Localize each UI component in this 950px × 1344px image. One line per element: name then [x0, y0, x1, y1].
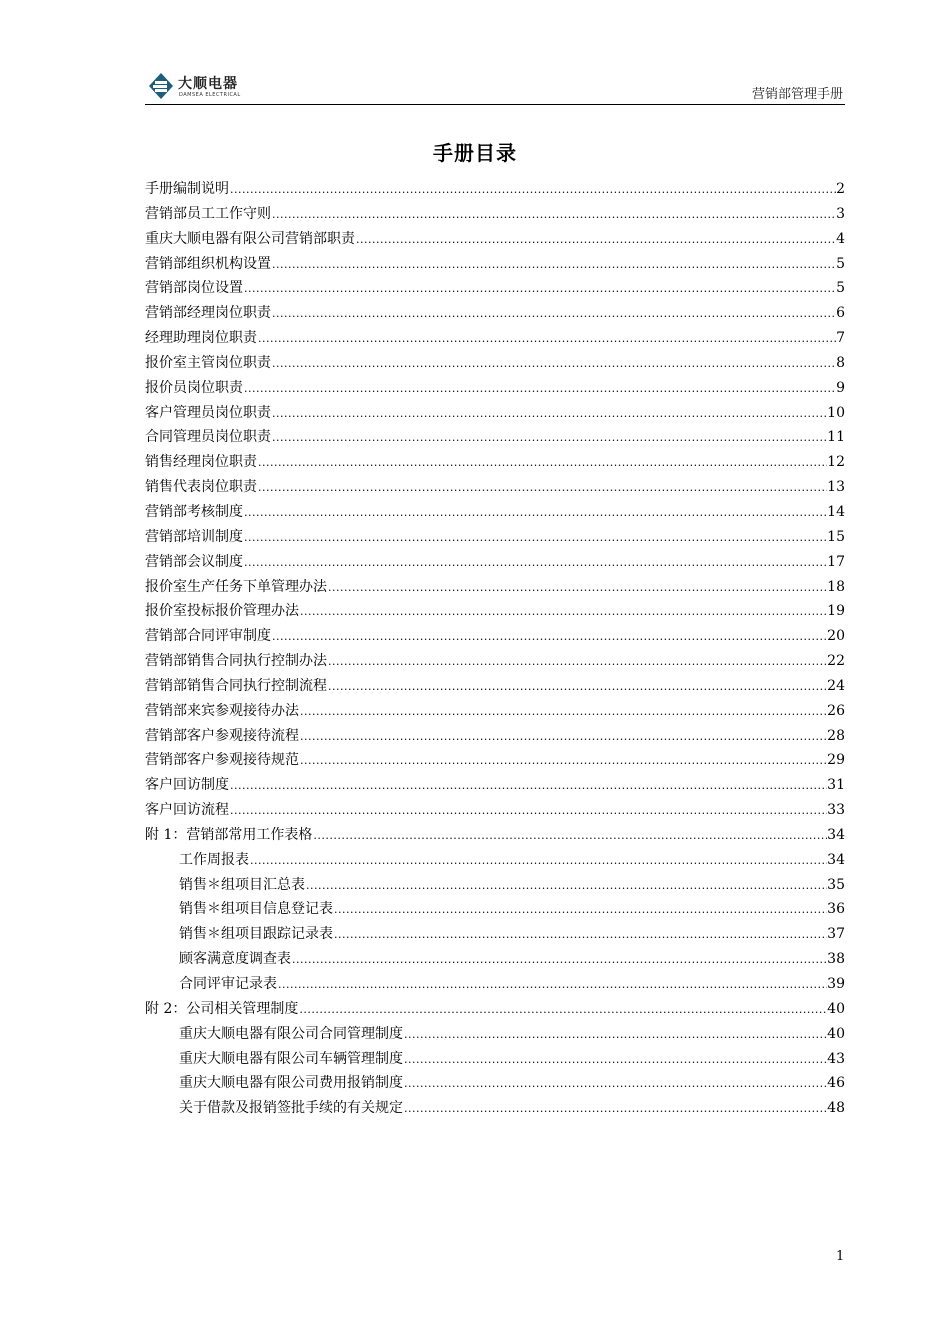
toc-entry-page: 34: [827, 826, 845, 843]
toc-dot-leader: [243, 501, 827, 526]
toc-entry[interactable]: [145, 1096, 845, 1121]
toc-entry-label: 合同管理员岗位职责: [145, 429, 271, 446]
toc-entry[interactable]: [145, 997, 845, 1022]
toc-entry-label: 重庆大顺电器有限公司车辆管理制度: [179, 1050, 403, 1067]
toc-entry[interactable]: [145, 848, 845, 873]
toc-entry-label: 营销部考核制度: [145, 503, 243, 520]
toc-entry-page: 7: [836, 330, 845, 347]
toc-entry[interactable]: [145, 351, 845, 376]
toc-entry-page: 26: [827, 702, 845, 719]
toc-dot-leader: [299, 725, 827, 750]
toc-entry[interactable]: [145, 301, 845, 326]
toc-entry-page: 5: [836, 255, 845, 272]
toc-dot-leader: [312, 824, 827, 849]
toc-title: 手册目录: [433, 141, 517, 165]
toc-dot-leader: [299, 600, 827, 625]
document-header-title: 营销部管理手册: [751, 87, 843, 102]
toc-entry-label: 客户管理员岗位职责: [145, 404, 271, 421]
toc-dot-leader: [257, 476, 827, 501]
toc-entry[interactable]: [145, 873, 845, 898]
toc-dot-leader: [271, 352, 836, 377]
toc-dot-leader: [271, 302, 836, 327]
toc-entry-label: 客户回访制度: [145, 777, 229, 794]
toc-entry-label: 营销部经理岗位职责: [145, 305, 271, 322]
toc-entry-page: 8: [836, 354, 845, 371]
toc-entry-page: 40: [827, 1000, 845, 1017]
toc-entry[interactable]: [145, 674, 845, 699]
toc-entry-label: 营销部合同评审制度: [145, 628, 271, 645]
toc-dot-leader: [299, 749, 827, 774]
toc-entry[interactable]: [145, 922, 845, 947]
toc-dot-leader: [249, 849, 827, 874]
toc-dot-leader: [403, 1048, 827, 1073]
toc-entry-label: 销售＊组项目汇总表: [179, 876, 305, 893]
toc-entry[interactable]: [145, 202, 845, 227]
toc-dot-leader: [229, 799, 827, 824]
toc-entry-page: 14: [827, 503, 845, 520]
toc-entry-label: 经理助理岗位职责: [145, 330, 257, 347]
toc-entry[interactable]: [145, 599, 845, 624]
toc-dot-leader: [271, 402, 827, 427]
toc-entry-page: 12: [827, 454, 845, 471]
toc-entry[interactable]: [145, 947, 845, 972]
toc-entry-page: 43: [827, 1050, 845, 1067]
toc-dot-leader: [271, 426, 827, 451]
toc-dot-leader: [243, 277, 836, 302]
toc-entry-page: 19: [827, 603, 845, 620]
toc-entry-page: 24: [827, 677, 845, 694]
toc-dot-leader: [277, 973, 827, 998]
toc-entry-label: 营销部销售合同执行控制办法: [145, 653, 327, 670]
toc-entry-page: 18: [827, 578, 845, 595]
toc-entry-label: 顾客满意度调查表: [179, 951, 291, 968]
toc-entry-label: 重庆大顺电器有限公司营销部职责: [145, 230, 355, 247]
toc-dot-leader: [243, 526, 827, 551]
toc-entry-page: 13: [827, 479, 845, 496]
toc-entry-label: 报价室投标报价管理办法: [145, 603, 299, 620]
page-number: 1: [836, 1249, 845, 1264]
toc-entry[interactable]: [145, 649, 845, 674]
toc-entry-page: 38: [827, 951, 845, 968]
toc-entry-page: 31: [827, 777, 845, 794]
toc-entry-page: 29: [827, 752, 845, 769]
toc-entry-label: 营销部客户参观接待规范: [145, 752, 299, 769]
toc-entry[interactable]: [145, 401, 845, 426]
toc-entry-page: 22: [827, 653, 845, 670]
toc-entry-label: 重庆大顺电器有限公司费用报销制度: [179, 1075, 403, 1092]
toc-entry-page: 6: [836, 305, 845, 322]
toc-entry-page: 10: [827, 404, 845, 421]
toc-entry-page: 36: [827, 901, 845, 918]
company-logo-icon: [148, 72, 174, 100]
toc-entry[interactable]: [145, 798, 845, 823]
toc-entry-label: 销售＊组项目信息登记表: [179, 901, 333, 918]
toc-entry-page: 28: [827, 727, 845, 744]
toc-entry-label: 关于借款及报销签批手续的有关规定: [179, 1100, 403, 1117]
toc-entry[interactable]: [145, 376, 845, 401]
toc-entry-page: 11: [827, 429, 845, 446]
logo-text-en: DAMSEA ELECTRICAL: [179, 92, 241, 98]
toc-dot-leader: [257, 451, 827, 476]
toc-entry[interactable]: [145, 748, 845, 773]
toc-dot-leader: [327, 576, 827, 601]
toc-entry-label: 营销部会议制度: [145, 553, 243, 570]
toc-dot-leader: [298, 998, 827, 1023]
page-header: [145, 66, 845, 105]
toc-dot-leader: [291, 948, 827, 973]
toc-dot-leader: [333, 923, 827, 948]
toc-entry[interactable]: [145, 276, 845, 301]
toc-entry-label: 重庆大顺电器有限公司合同管理制度: [179, 1025, 403, 1042]
toc-entry[interactable]: [145, 724, 845, 749]
toc-entry[interactable]: [145, 624, 845, 649]
toc-dot-leader: [355, 228, 836, 253]
toc-dot-leader: [271, 203, 836, 228]
toc-entry-page: 33: [827, 802, 845, 819]
toc-dot-leader: [257, 327, 836, 352]
toc-entry-page: 9: [836, 379, 845, 396]
toc-entry-label: 附 2：公司相关管理制度: [145, 1000, 299, 1017]
table-of-contents: [145, 177, 845, 1121]
toc-entry-label: 报价员岗位职责: [145, 379, 243, 396]
toc-entry[interactable]: [145, 450, 845, 475]
toc-entry-page: 48: [827, 1100, 845, 1117]
toc-entry-page: 20: [827, 628, 845, 645]
toc-entry-label: 销售经理岗位职责: [145, 454, 257, 471]
toc-entry-page: 37: [827, 926, 845, 943]
toc-entry-label: 营销部销售合同执行控制流程: [145, 677, 327, 694]
toc-entry-label: 营销部培训制度: [145, 528, 243, 545]
toc-dot-leader: [229, 774, 827, 799]
toc-dot-leader: [271, 253, 836, 278]
toc-entry[interactable]: [145, 425, 845, 450]
toc-entry-label: 报价室主管岗位职责: [145, 354, 271, 371]
toc-entry[interactable]: [145, 500, 845, 525]
toc-dot-leader: [403, 1072, 827, 1097]
toc-entry-page: 46: [827, 1075, 845, 1092]
toc-dot-leader: [403, 1097, 827, 1122]
toc-entry-label: 营销部岗位设置: [145, 280, 243, 297]
toc-entry-label: 营销部组织机构设置: [145, 255, 271, 272]
toc-entry-label: 销售代表岗位职责: [145, 479, 257, 496]
toc-entry[interactable]: [145, 773, 845, 798]
toc-entry-page: 5: [836, 280, 845, 297]
toc-entry-label: 报价室生产任务下单管理办法: [145, 578, 327, 595]
toc-entry-label: 客户回访流程: [145, 802, 229, 819]
toc-entry[interactable]: [145, 475, 845, 500]
toc-dot-leader: [299, 700, 827, 725]
toc-entry[interactable]: [145, 177, 845, 202]
toc-dot-leader: [243, 377, 836, 402]
toc-dot-leader: [229, 178, 836, 203]
toc-entry[interactable]: [145, 525, 845, 550]
toc-entry-label: 合同评审记录表: [179, 976, 277, 992]
toc-entry-page: 15: [827, 528, 845, 545]
logo-text-cn: 大顺电器: [178, 76, 238, 92]
toc-entry-page: 3: [836, 205, 845, 222]
toc-dot-leader: [327, 675, 827, 700]
toc-entry-label: 营销部来宾参观接待办法: [145, 702, 299, 719]
toc-dot-leader: [271, 625, 827, 650]
toc-entry-label: 营销部客户参观接待流程: [145, 727, 299, 744]
toc-dot-leader: [403, 1023, 827, 1048]
toc-dot-leader: [333, 898, 827, 923]
toc-dot-leader: [305, 874, 827, 899]
toc-entry-label: 手册编制说明: [145, 181, 229, 197]
toc-entry[interactable]: [145, 1047, 845, 1072]
toc-entry[interactable]: [145, 699, 845, 724]
toc-dot-leader: [243, 551, 827, 576]
toc-entry[interactable]: [145, 550, 845, 575]
toc-entry-label: 附 1：营销部常用工作表格: [145, 826, 313, 843]
toc-entry[interactable]: [145, 326, 845, 351]
toc-entry-label: 工作周报表: [179, 851, 249, 868]
toc-entry-page: 35: [827, 876, 845, 893]
toc-entry[interactable]: [145, 972, 845, 997]
toc-entry-page: 4: [836, 230, 845, 247]
toc-entry[interactable]: [145, 1071, 845, 1096]
toc-entry-label: 销售＊组项目跟踪记录表: [179, 926, 333, 943]
toc-entry[interactable]: [145, 823, 845, 848]
toc-dot-leader: [327, 650, 827, 675]
toc-entry[interactable]: [145, 252, 845, 277]
toc-entry-page: 2: [836, 181, 845, 197]
toc-entry-page: 39: [827, 976, 845, 992]
toc-entry[interactable]: [145, 1022, 845, 1047]
toc-entry[interactable]: [145, 897, 845, 922]
toc-entry-label: 营销部员工工作守则: [145, 205, 271, 222]
toc-entry-page: 34: [827, 851, 845, 868]
toc-entry[interactable]: [145, 227, 845, 252]
toc-entry[interactable]: [145, 575, 845, 600]
toc-entry-page: 40: [827, 1025, 845, 1042]
toc-entry-page: 17: [827, 553, 845, 570]
